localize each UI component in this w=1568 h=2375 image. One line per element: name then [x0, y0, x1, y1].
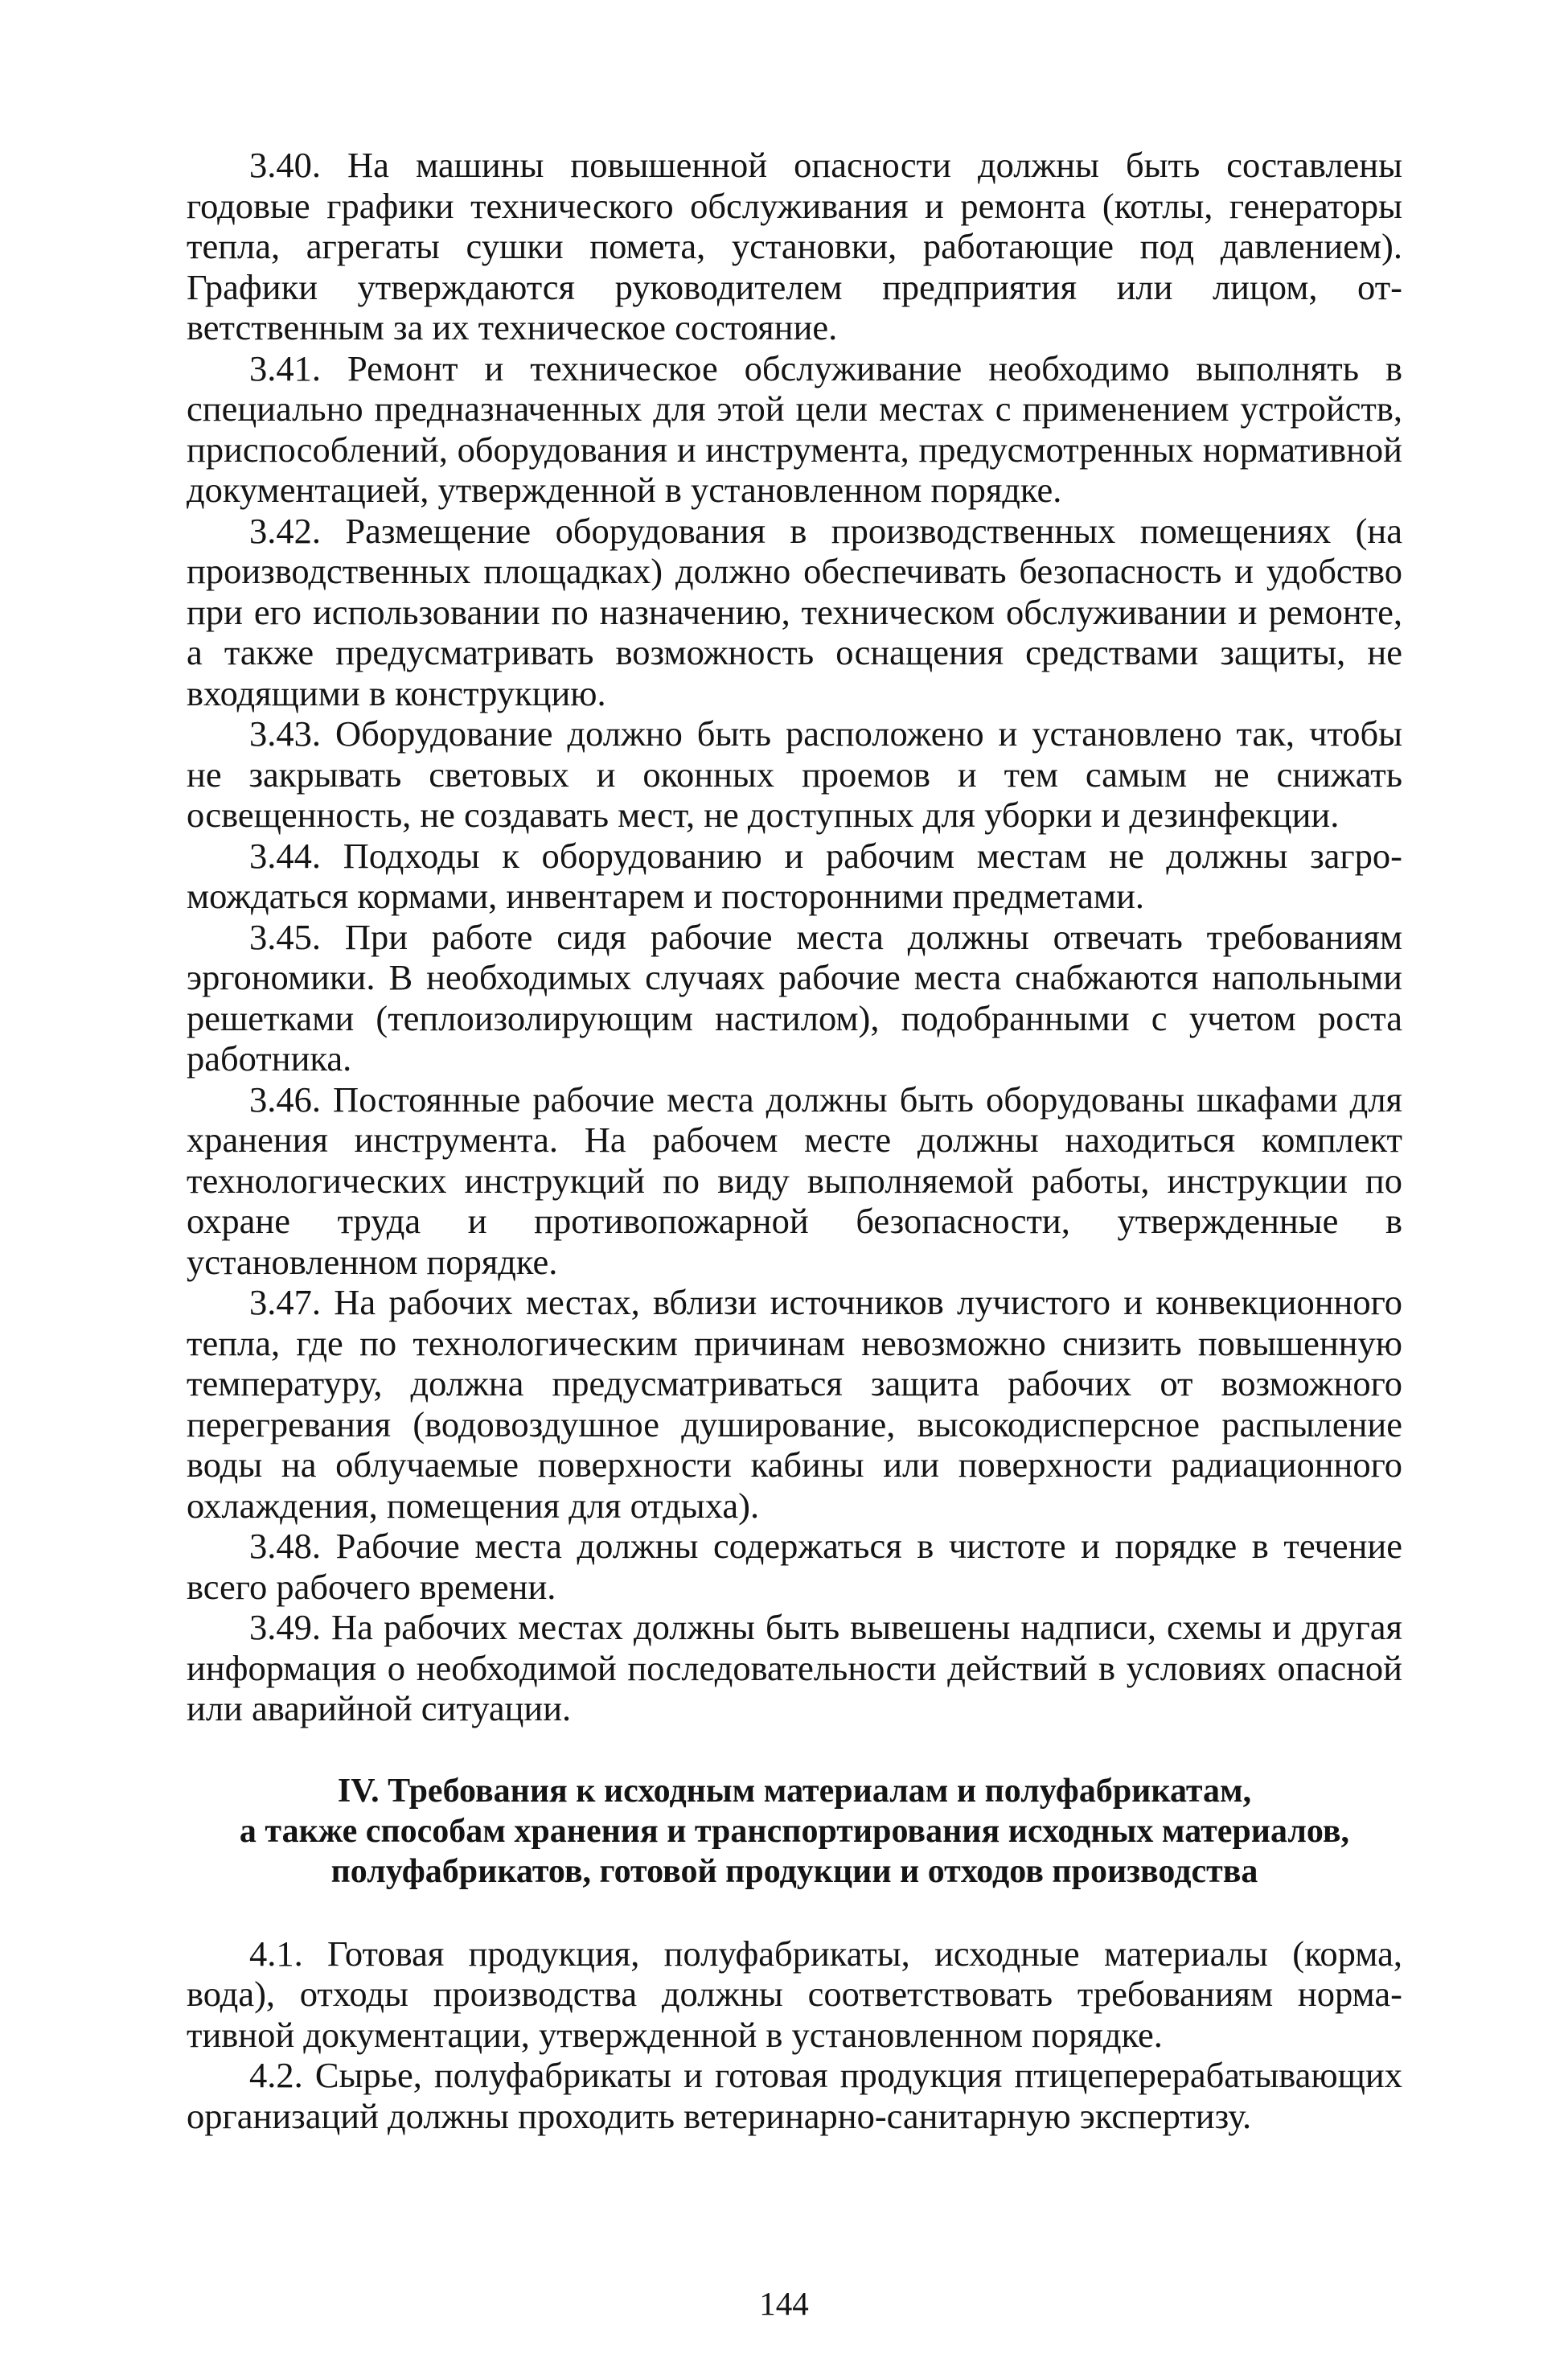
- page-number: 144: [759, 2285, 809, 2322]
- section-heading-line: полуфабрикатов, готовой продукции и отходов производства: [330, 1852, 1258, 1890]
- paragraph-3-49: 3.49. На рабочих местах должны быть вывешены надписи, схемы и другая информация о необходимой последовательности действий в условиях опасной или аварийной ситуации.: [187, 1607, 1402, 1728]
- text-column: [187, 145, 1402, 2136]
- section-heading-line: IV. Требования к исходным материалам и полуфабрикатам,: [337, 1772, 1252, 1810]
- paragraph-3-45: 3.45. При работе сидя рабочие места должны отвечать требованиям эргономики. В необходимых случаях рабочие места снабжаются напольными решетками (теплоизолирующим настилом), подобранными с учетом роста работника.: [187, 916, 1402, 1079]
- paragraph-3-42: 3.42. Размещение оборудования в производственных помещениях (на производственных площадках) должно обеспечивать безопасность и удобство при его использовании по назначению, техническом обслуживании и ремонте, а также предусматривать возможность оснащения средствами защиты, не входящими в конструкцию.: [187, 510, 1402, 713]
- paragraph-4-2: 4.2. Сырье, полуфабрикаты и готовая продукция птицеперерабатывающих организаций должны проходить ветеринарно-санитарную экспертизу.: [187, 2055, 1402, 2136]
- paragraph-4-1: 4.1. Готовая продукция, полуфабрикаты, исходные материалы (корма, вода), отходы производства должны соответствовать требованиям нормативной документации, утвержденной в установленном порядке.: [187, 1933, 1402, 2055]
- paragraph-3-40: 3.40. На машины повышенной опасности должны быть составлены годовые графики технического обслуживания и ремонта (котлы, генераторы тепла, агрегаты сушки помета, установки, работающие под давлением). Графики утверждаются руководителем предприятия или лицом, ответственным за их техническое состояние.: [187, 145, 1402, 347]
- paragraph-3-44: 3.44. Подходы к оборудованию и рабочим местам не должны загромождаться кормами, инвентарем и посторонними предметами.: [187, 835, 1402, 916]
- paragraph-3-43: 3.43. Оборудование должно быть расположено и установлено так, чтобы не закрывать световых и оконных проемов и тем самым не снижать освещенность, не создавать мест, не доступных для уборки и дезинфекции.: [187, 713, 1402, 835]
- paragraph-3-47: 3.47. На рабочих местах, вблизи источников лучистого и конвекционного тепла, где по технологическим причинам невозможно снизить повышенную температуру, должна предусматриваться защита рабочих от возможного перегревания (водовоздушное душирование, высокодисперсное распыление воды на облучаемые поверхности кабины или поверхности радиационного охлаждения, помещения для отдыха).: [187, 1282, 1402, 1526]
- paragraph-3-41: 3.41. Ремонт и техническое обслуживание необходимо выполнять в специально предназначенных для этой цели местах с применением устройств, приспособлений, оборудования и инструмента, предусмотренных нормативной документацией, утвержденной в установленном порядке.: [187, 347, 1402, 510]
- section-heading: [187, 1771, 1402, 1892]
- paragraph-3-46: 3.46. Постоянные рабочие места должны быть оборудованы шкафами для хранения инструмента. На рабочем месте должны находиться комплект технологических инструкций по виду выполняемой работы, инструкции по охране труда и противопожарной безопасности, утвержденные в установленном порядке.: [187, 1079, 1402, 1282]
- paragraph-3-48: 3.48. Рабочие места должны содержаться в чистоте и порядке в течение всего рабочего времени.: [187, 1526, 1402, 1607]
- section-heading-line: а также способам хранения и транспортирования исходных материалов,: [239, 1812, 1350, 1850]
